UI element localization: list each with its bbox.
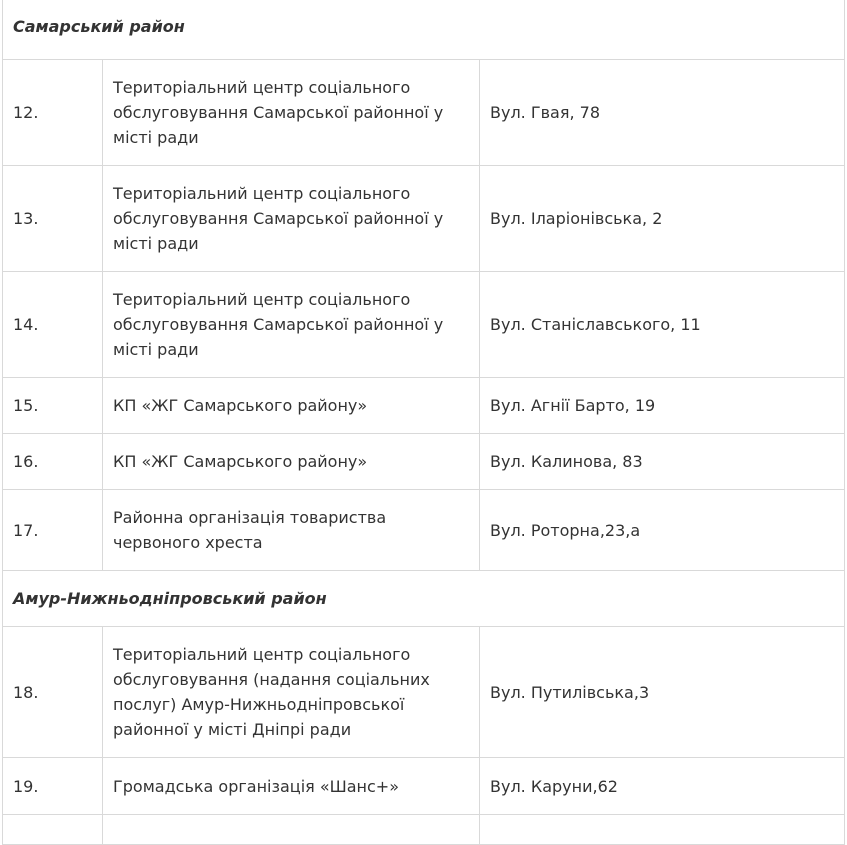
section-row	[3, 0, 845, 60]
table-row	[3, 166, 845, 272]
row-number: 12.	[3, 60, 103, 166]
organization-name: Територіальний центр соціального обслуговування Самарської районної у місті ради	[103, 166, 480, 272]
table-row	[3, 60, 845, 166]
addresses-table	[2, 0, 845, 845]
organization-address: Вул. Калинова, 83	[480, 434, 845, 490]
organization-name: Територіальний центр соціального обслуговування (надання соціальних послуг) Амур-Нижньодніпровської районної у місті Дніпрі ради	[103, 627, 480, 758]
organization-name	[103, 815, 480, 845]
organization-address: Вул. Каруни,62	[480, 758, 845, 815]
organization-address: Вул. Роторна,23,а	[480, 490, 845, 571]
table-row	[3, 627, 845, 758]
row-number: 18.	[3, 627, 103, 758]
organization-name: КП «ЖГ Самарського району»	[103, 378, 480, 434]
table-row	[3, 758, 845, 815]
table-row	[3, 815, 845, 845]
organization-address: Вул. Агнії Барто, 19	[480, 378, 845, 434]
organization-name: Громадська організація «Шанс+»	[103, 758, 480, 815]
section-title: Самарський район	[3, 0, 845, 60]
table-row	[3, 434, 845, 490]
organization-name: Територіальний центр соціального обслуговування Самарської районної у місті ради	[103, 60, 480, 166]
organization-name: Територіальний центр соціального обслуговування Самарської районної у місті ради	[103, 272, 480, 378]
row-number: 16.	[3, 434, 103, 490]
table-row	[3, 378, 845, 434]
section-row	[3, 571, 845, 627]
table-row	[3, 490, 845, 571]
organization-address	[480, 815, 845, 845]
organization-address: Вул. Путилівська,3	[480, 627, 845, 758]
organization-name: Районна організація товариства червоного хреста	[103, 490, 480, 571]
organization-address: Вул. Гвая, 78	[480, 60, 845, 166]
row-number	[3, 815, 103, 845]
table-row	[3, 272, 845, 378]
row-number: 19.	[3, 758, 103, 815]
organization-name: КП «ЖГ Самарського району»	[103, 434, 480, 490]
row-number: 15.	[3, 378, 103, 434]
row-number: 14.	[3, 272, 103, 378]
section-title: Амур-Нижньодніпровський район	[3, 571, 845, 627]
row-number: 13.	[3, 166, 103, 272]
organization-address: Вул. Іларіонівська, 2	[480, 166, 845, 272]
row-number: 17.	[3, 490, 103, 571]
organization-address: Вул. Станіславського, 11	[480, 272, 845, 378]
